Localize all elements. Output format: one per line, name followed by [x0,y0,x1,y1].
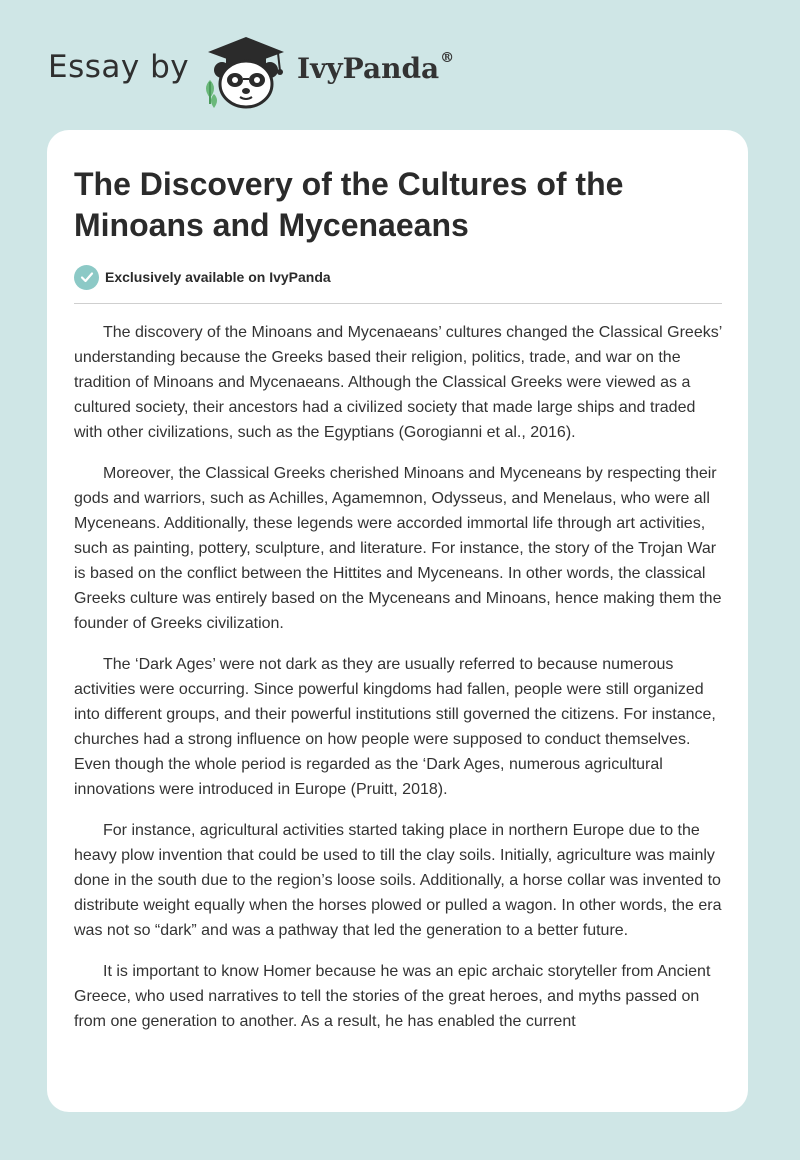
paragraph: The ‘Dark Ages’ were not dark as they are usually referred to because numerous activities were occurring. Since powerful kingdoms had fallen, people were still organized into different groups, and their powerful institutions still governed the citizens. For instance, churches had a strong influence on how people were supposed to conduct themselves. Even though the whole period is regarded as the ‘Dark Ages, numerous agricultural innovations were introduced in Europe (Pruitt, 2018). [74,656,716,798]
brand-name[interactable]: IvyPanda® [297,50,455,85]
paragraph: Moreover, the Classical Greeks cherished Minoans and Myceneans by respecting their gods and warriors, such as Achilles, Agamemnon, Odysseus, and Menelaus, who were all Myceneans. Additionally, these legends were accorded immortal life through art activities, such as painting, pottery, sculpture, and literature. For instance, the story of the Trojan War is based on the conflict between the Hittites and Myceneans. In other words, the classical Greeks culture was entirely based on the Myceneans and Minoans, hence making them the founder of Greeks civilization. [74,465,722,632]
essay-body [74,320,726,1050]
paragraph: The discovery of the Minoans and Mycenaeans’ cultures changed the Classical Greeks’ understanding because the Greeks based their religion, politics, trade, and war on the tradition of Minoans and Mycenaeans. Although the Classical Greeks were viewed as a cultured society, their ancestors had a civilized society that made large ships and traded with other civilizations, such as the Egyptians (Gorogianni et al., 2016). [74,324,722,441]
check-icon [74,265,99,290]
exclusive-badge [74,264,331,290]
essay-card [47,130,748,1112]
divider [74,303,722,304]
registered-mark: ® [440,50,455,66]
exclusive-label: Exclusively available on IvyPanda [105,269,331,285]
panda-graduate-icon[interactable] [200,34,292,110]
paragraph: For instance, agricultural activities started taking place in northern Europe due to the heavy plow invention that could be used to till the clay soils. Initially, agriculture was mainly done in the south due to the region’s loose soils. Additionally, a horse collar was invented to distribute weight equally when the horses plowed or pulled a wagon. In other words, the era was not so “dark” and was a pathway that led the generation to a better future. [74,822,722,939]
paragraph: It is important to know Homer because he was an epic archaic storyteller from Ancient Greece, who used narratives to tell the stories of the great heroes, and myths passed on from one generation to another. As a result, he has enabled the current [74,963,711,1030]
essay-by-label: Essay by [48,49,190,85]
site-header [0,0,800,120]
page-title: The Discovery of the Cultures of the Minoans and Mycenaeans [74,166,624,243]
